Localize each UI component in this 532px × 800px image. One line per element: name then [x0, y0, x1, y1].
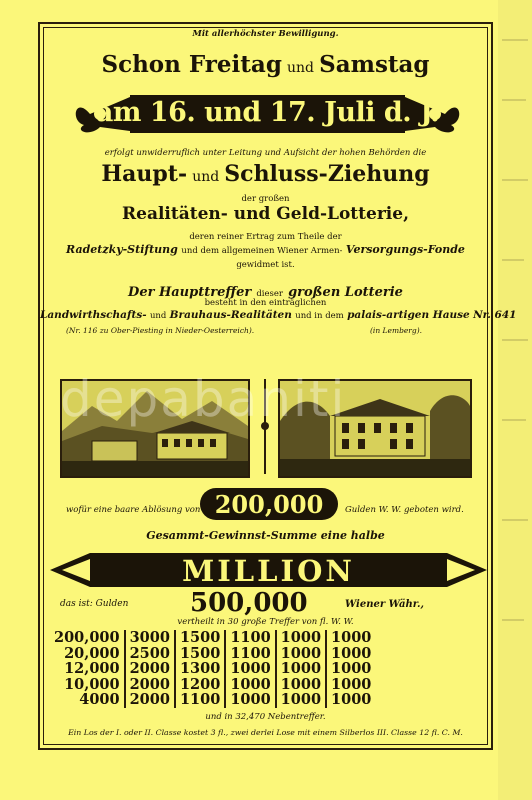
- sub-right: (in Lemberg).: [370, 326, 423, 335]
- main-und: und: [192, 169, 220, 185]
- prize-value: 1000: [326, 630, 375, 646]
- prize-value: 2000: [125, 661, 175, 677]
- prize-value: 2000: [125, 692, 175, 708]
- prize-value: 1100: [225, 646, 275, 662]
- prize-value: 10,000: [64, 675, 120, 693]
- lottery-name: Realitäten- und Geld-Lotterie,: [122, 204, 409, 224]
- date-banner: [70, 91, 465, 137]
- realitaeten-e: palais-artigen Hause: [347, 309, 470, 321]
- prize-table: [50, 630, 375, 708]
- prize-value: 1500: [175, 646, 225, 662]
- million-text: MILLION: [182, 554, 355, 588]
- realitaeten-line: [40, 309, 517, 321]
- foundation-radetzky: Radetzky-Stiftung: [66, 243, 178, 256]
- waehrung-label: Wiener Währ.,: [345, 599, 425, 610]
- realitaeten-d: und in dem: [295, 311, 344, 321]
- besteht-line: besteht in den einträglichen: [204, 298, 327, 308]
- prize-value: 200,000: [54, 629, 120, 646]
- prize-value: 12,000: [64, 660, 120, 677]
- prize-value: 1000: [276, 692, 326, 708]
- prize-row: [50, 677, 375, 693]
- prize-value: 1000: [225, 661, 275, 677]
- headline-right: Samstag: [319, 51, 430, 78]
- date-text: am 16. und 17. Juli d. J.: [95, 97, 440, 128]
- prize-value: 2000: [125, 677, 175, 693]
- prize-value: 4000: [79, 691, 120, 708]
- prize-row: [50, 661, 375, 677]
- realitaeten-a: Landwirthschafts-: [40, 309, 147, 321]
- gewidmet: gewidmet ist.: [236, 260, 295, 270]
- realitaeten-b: und: [149, 311, 167, 321]
- prize-value: 1300: [175, 661, 225, 677]
- headline: [40, 51, 491, 78]
- foundation-line: [40, 243, 491, 256]
- price-line: Ein Los der I. oder II. Classe kostet 3 fl., zwei derlei Lose mit einem Silberlos III. Classe 12 fl. C. M.: [68, 728, 463, 737]
- das-ist-label: das ist: Gulden: [60, 599, 129, 609]
- ablosung-right: Gulden W. W. geboten wird.: [345, 505, 464, 515]
- permission-line: Mit allerhöchster Bewilligung.: [192, 29, 339, 39]
- der-grossen: der großen: [241, 194, 290, 204]
- prize-value: 1100: [175, 692, 225, 708]
- prize-value: 3000: [125, 630, 175, 646]
- prize-row: [50, 646, 375, 662]
- ablosung-amount-oval: [200, 488, 338, 520]
- prize-value: 1000: [276, 630, 326, 646]
- foundation-mid: und dem allgemeinen Wiener Armen-: [181, 246, 343, 256]
- main-right: Schluss-Ziehung: [224, 161, 430, 187]
- haupttreffer-a: Der Haupttreffer: [128, 285, 252, 300]
- total-amount: 500,000: [190, 588, 308, 618]
- prize-value: 1000: [326, 661, 375, 677]
- prize-value: 1000: [276, 661, 326, 677]
- main-left: Haupt-: [101, 161, 188, 187]
- watermark-text: depabaniti: [60, 370, 347, 428]
- prize-value: 1500: [175, 630, 225, 646]
- million-banner: [50, 551, 487, 589]
- prize-value: 1000: [225, 692, 275, 708]
- prize-value: 1000: [225, 677, 275, 693]
- ablosung-amount: 200,000: [214, 490, 324, 519]
- sub-left: (Nr. 116 zu Ober-Piesting in Nieder-Oesterreich).: [66, 326, 255, 335]
- prize-row: [50, 692, 375, 708]
- prize-value: 1000: [326, 692, 375, 708]
- prize-value: 1000: [326, 646, 375, 662]
- total-label: Gesammt-Gewinnst-Summe eine halbe: [146, 529, 385, 542]
- headline-und: und: [287, 60, 314, 76]
- prize-value: 1000: [276, 677, 326, 693]
- main-drawing-title: [40, 161, 491, 187]
- headline-left: Schon Freitag: [101, 51, 282, 78]
- prize-value: 1200: [175, 677, 225, 693]
- prize-value: 2500: [125, 646, 175, 662]
- verteilt-line: vertheilt in 30 große Treffer von fl. W. W.: [177, 617, 354, 627]
- intro-line: erfolgt unwiderruflich unter Leitung und Aufsicht der hohen Behörden die: [104, 148, 427, 158]
- prize-value: 20,000: [64, 644, 120, 662]
- proceeds-line: deren reiner Ertrag zum Theile der: [189, 232, 342, 242]
- reverse-bleedthrough: [498, 0, 532, 800]
- prize-value: 1000: [276, 646, 326, 662]
- ablosung-left: wofür eine baare Ablösung von: [66, 505, 201, 515]
- haupttreffer-b: dieser: [256, 289, 283, 299]
- nebentreffer-line: und in 32,470 Nebentreffer.: [205, 712, 326, 722]
- realitaeten-f: Nr. 641: [473, 309, 517, 321]
- haupttreffer-c: großen Lotterie: [288, 285, 403, 300]
- prize-value: 1100: [225, 630, 275, 646]
- realitaeten-c: Brauhaus-Realitäten: [169, 309, 292, 321]
- prize-value: 1000: [326, 677, 375, 693]
- prize-row: [50, 630, 375, 646]
- foundation-versorgung: Versorgungs-Fonde: [345, 243, 465, 256]
